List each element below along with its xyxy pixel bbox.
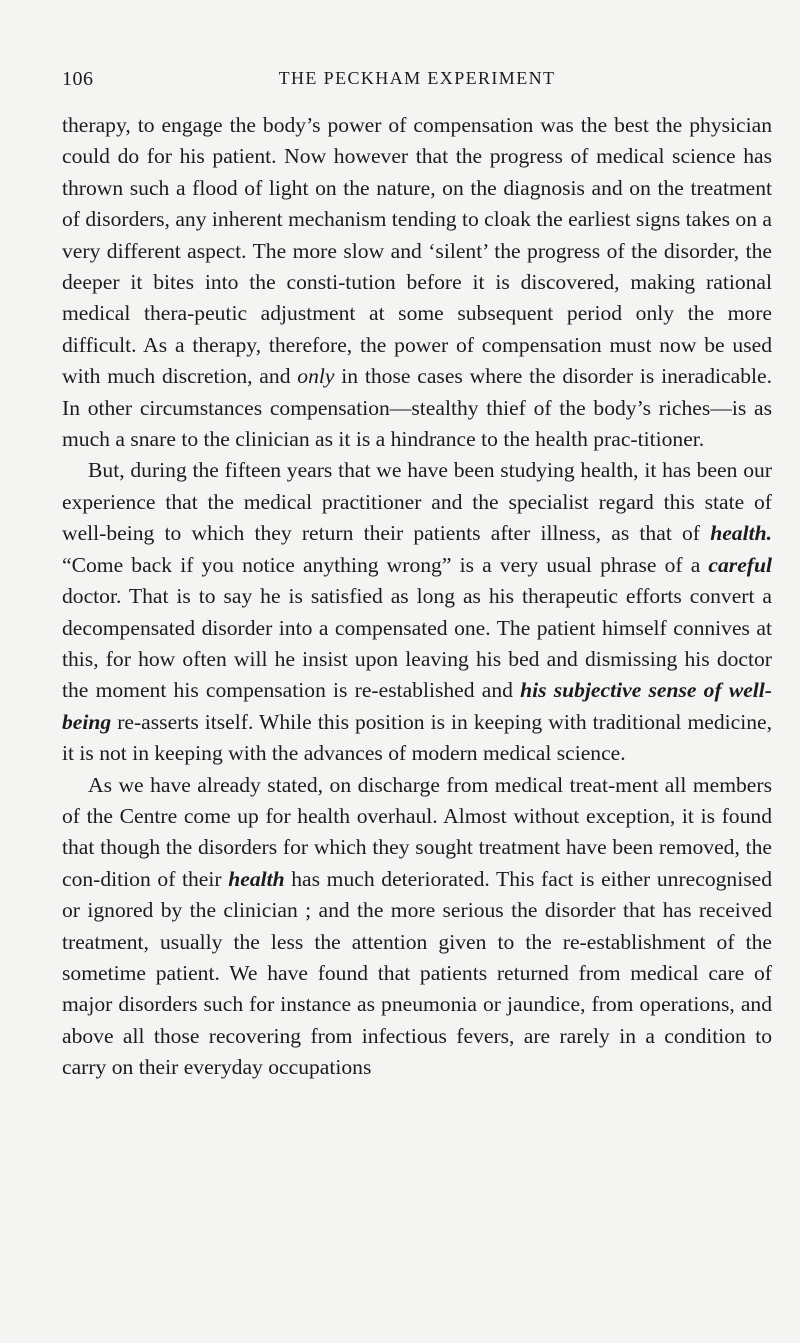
body-text xyxy=(62,110,772,1084)
text-segment: in those cases where the disorder is ineradicable. In other circumstances compensation—stealthy thief of the body’s riches—is as much a snare to the clinician as it is a hindrance to the health prac-titioner. xyxy=(62,364,773,452)
text-segment: re-asserts itself. While this position is in keeping with traditional medicine, it is not in keeping with the advances of modern medical science. xyxy=(62,709,772,766)
text-segment: doctor. That is to say he is satisfied as long as his therapeutic efforts convert a decompensated disorder into a compensated one. The patient himself connives at this, for how often will he insist upon leaving his bed and dismissing his doctor the moment his compensation is re-established and xyxy=(62,584,772,703)
text-segment: has much deteriorated. This fact is either unrecognised or ignored by the clinician ; and the more serious the disorder that has received treatment, usually the less the attention given to the re-establishment of the sometime patient. We have found that patients returned from medical care of major disorders such for instance as pneumonia or jaundice, from operations, and above all those recovering from infectious fevers, are rarely in a condition to carry on their everyday occupations xyxy=(62,866,772,1080)
emphasis-only: only xyxy=(297,364,335,389)
text-segment: As we have already stated, on discharge from medical treat-ment all members of the Centre come up for health overhaul. Almost without exception, it is found that though the disorders for which they sought treatment have been removed, the con-dition of their xyxy=(62,772,772,891)
paragraph-2 xyxy=(62,455,772,769)
emphasis-health: health xyxy=(228,866,285,891)
emphasis-subjective-sense: his subjective sense of well-being xyxy=(62,678,772,734)
paragraph-3 xyxy=(62,770,772,1084)
running-head xyxy=(62,68,772,92)
running-title: THE PECKHAM EXPERIMENT xyxy=(278,68,556,88)
text-segment: therapy, to engage the body’s power of compensation was the best the physician could do for his patient. Now however that the progress of medical science has thrown such a flood of light on the nature, on the diagnosis and on the treatment of disorders, any inherent mechanism tending to cloak the earliest signs takes on a very different aspect. The more slow and ‘silent’ the progress of the disorder, the deeper it bites into the consti-tution before it is discovered, making rational medical thera-peutic adjustment at some subsequent period only the more difficult. As a therapy, therefore, the power of compensation must now be used with much discretion, and xyxy=(62,113,772,389)
text-segment: “Come back if you notice anything wrong” is a very usual phrase of a xyxy=(62,552,709,577)
book-page xyxy=(62,68,772,1084)
emphasis-health: health. xyxy=(710,521,772,546)
text-segment: But, during the fifteen years that we have been studying health, it has been our experience that the medical practitioner and the specialist regard this state of well-being to which they return their patients after illness, as that of xyxy=(62,458,772,546)
emphasis-careful: careful xyxy=(708,552,772,577)
page-number: 106 xyxy=(62,68,94,90)
paragraph-1 xyxy=(62,110,772,455)
